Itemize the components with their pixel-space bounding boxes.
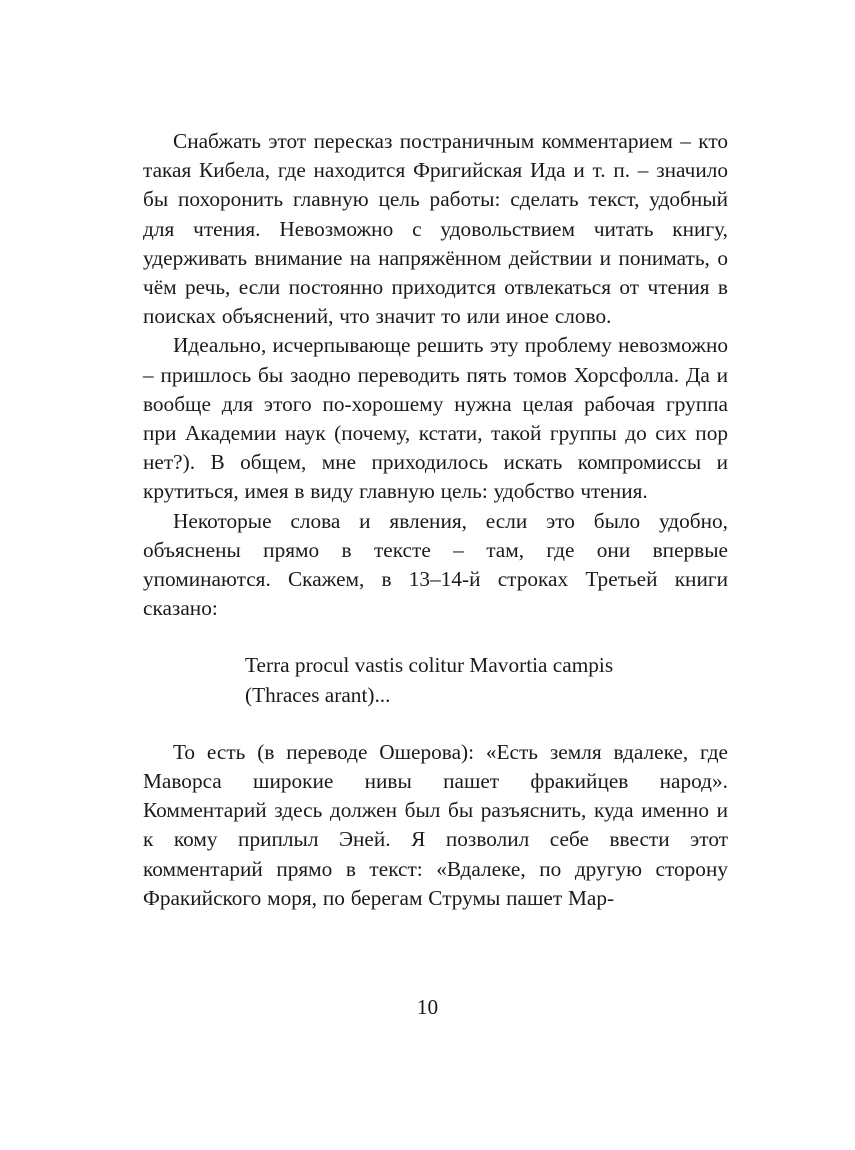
page-number: 10: [416, 995, 439, 1019]
quote-line-2: (Thraces arant)...: [245, 682, 391, 707]
paragraph-1: Снабжать этот пересказ постраничным комментарием – кто такая Кибела, где находится Фригийская Ида и т. п. – значило бы похоронить главную цель работы: сделать текст, удобный для чтения. Невозможно с удовольствием читать книгу, удерживать внимание на напряжённом действии и понимать, о чём речь, если постоянно приходится отвлекаться от чтения в поисках объяснений, что значит то или иное слово.: [143, 129, 728, 329]
paragraph-3: Некоторые слова и явления, если это было удобно, объяснены прямо в тексте – там, где они впервые упоминаются. Скажем, в 13–14-й строках Третьей книги сказано:: [143, 508, 728, 621]
paragraph-2: Идеально, исчерпывающе решить эту проблему невозможно – пришлось бы заодно переводить пять томов Хорсфолла. Да и вообще для этого по-хорошему нужна целая рабочая группа при Академии наук (почему, кстати, такой группы до сих пор нет?). В общем, мне приходилось искать компромиссы и крутиться, имея в виду главную цель: удобство чтения.: [143, 333, 728, 504]
latin-quote: [245, 651, 728, 709]
body-text: [143, 127, 728, 913]
paragraph-4: То есть (в переводе Ошерова): «Есть земля вдалеке, где Маворса широкие нивы пашет фракийцев народ». Комментарий здесь должен был бы разъяснить, куда именно и к кому приплыл Эней. Я позволил себе ввести этот комментарий прямо в текст: «Вдалеке, по другую сторону Фракийского моря, по берегам Струмы пашет Мар-: [143, 739, 728, 910]
quote-line-1: Terra procul vastis colitur Mavortia campis: [245, 653, 614, 678]
